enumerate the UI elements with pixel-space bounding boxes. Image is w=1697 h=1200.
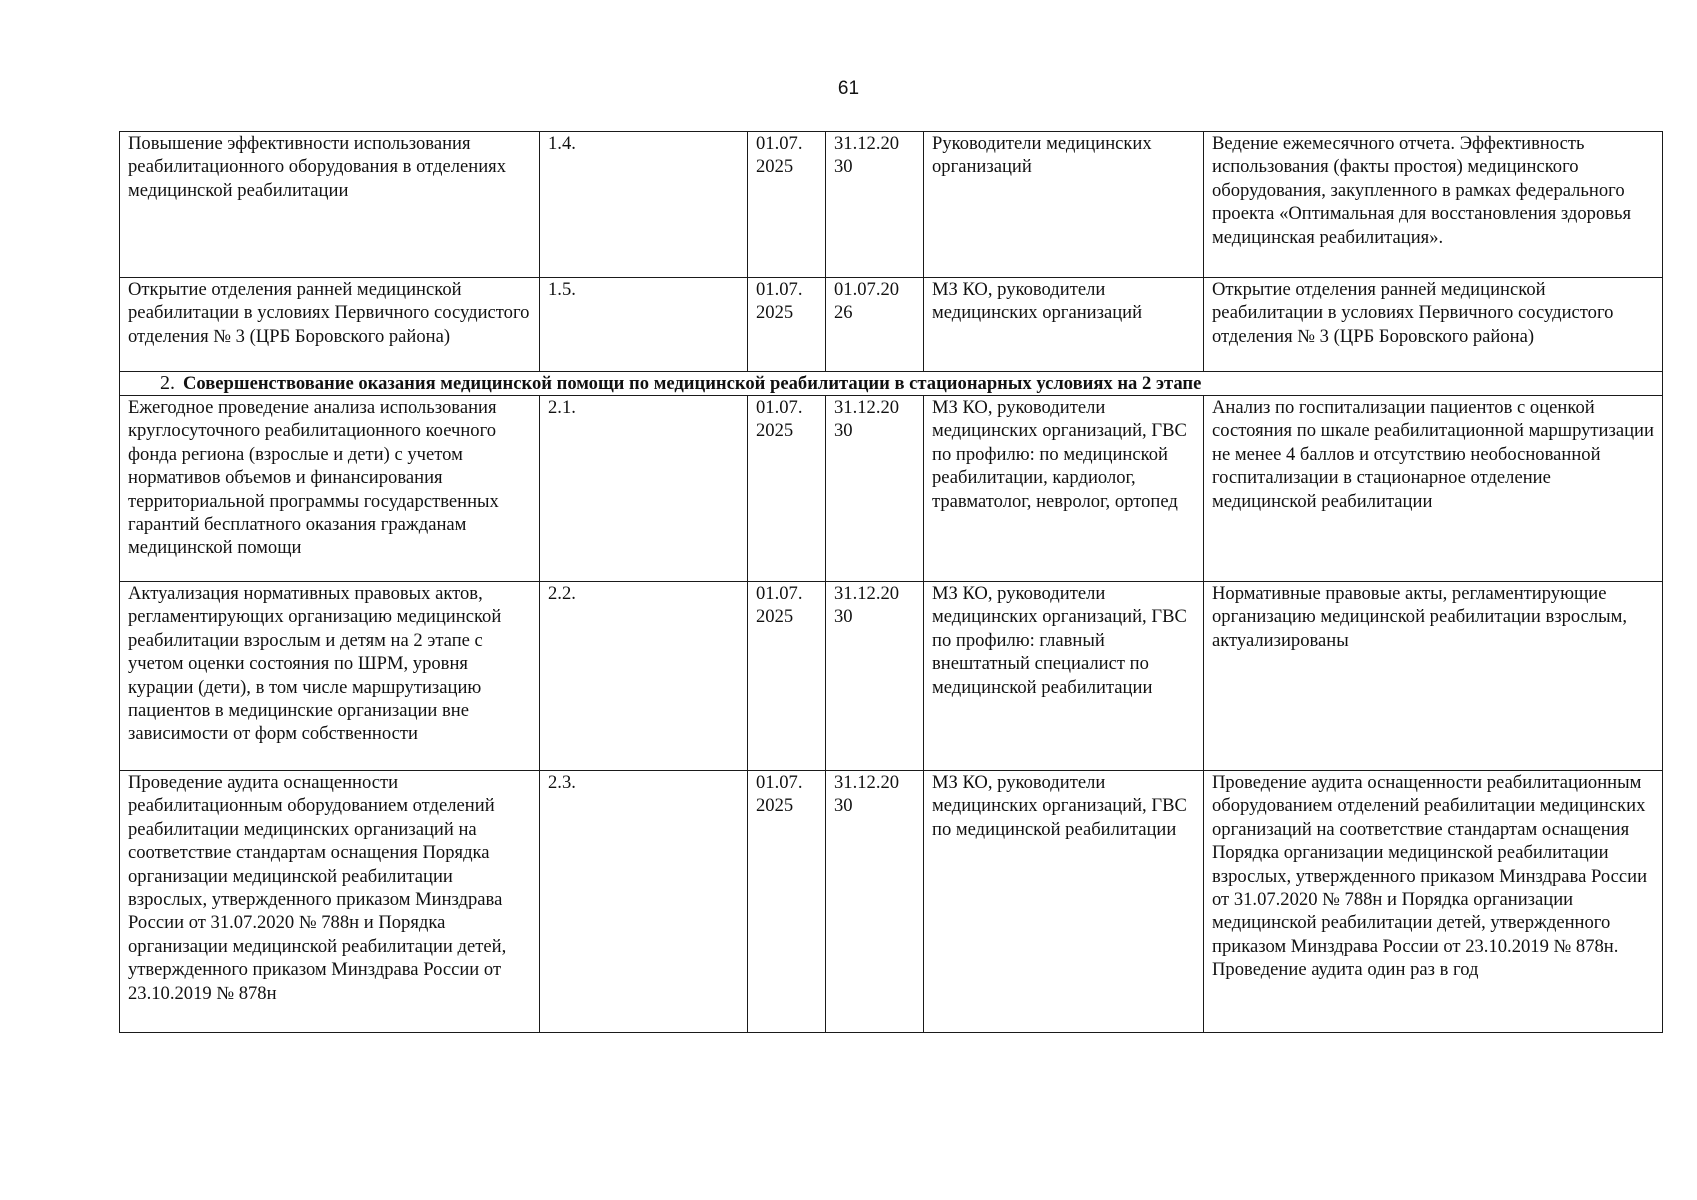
- measure-number-cell: 2.3.: [540, 771, 748, 1033]
- result-cell: Нормативные правовые акты, регламентирующие организацию медицинской реабилитации взрослым, актуализированы: [1204, 582, 1663, 771]
- table-row: [120, 396, 1663, 582]
- measure-name-cell: Актуализация нормативных правовых актов, регламентирующих организацию медицинской реабилитации взрослым и детям на 2 этапе с учетом оценки состояния по ШРМ, уровня курации (дети), в том числе маршрутизацию пациентов в медицинские организации вне зависимости от форм собственности: [120, 582, 540, 771]
- measure-name-cell: Проведение аудита оснащенности реабилитационным оборудованием отделений реабилитации медицинских организаций на соответствие стандартам оснащения Порядка организации медицинской реабилитации взрослых, утвержденного приказом Минздрава России от 31.07.2020 № 788н и Порядка организации медицинской реабилитации детей, утвержденного приказом Минздрава России от 23.10.2019 № 878н: [120, 771, 540, 1033]
- result-cell: Анализ по госпитализации пациентов с оценкой состояния по шкале реабилитационной маршрутизации не менее 4 баллов и отсутствию необоснованной госпитализации в стационарное отделение медицинской реабилитации: [1204, 396, 1663, 582]
- responsible-cell: МЗ КО, руководители медицинских организаций, ГВС по профилю: по медицинской реабилитации, кардиолог, травматолог, невролог, ортопед: [924, 396, 1204, 582]
- start-date-cell: 01.07. 2025: [748, 771, 826, 1033]
- measure-name-cell: Повышение эффективности использования реабилитационного оборудования в отделениях медицинской реабилитации: [120, 132, 540, 278]
- responsible-cell: МЗ КО, руководители медицинских организаций: [924, 278, 1204, 372]
- section-title: Совершенствование оказания медицинской помощи по медицинской реабилитации в стационарных условиях на 2 этапе: [183, 373, 1202, 394]
- section-number: 2.: [160, 372, 175, 394]
- responsible-cell: МЗ КО, руководители медицинских организаций, ГВС по медицинской реабилитации: [924, 771, 1204, 1033]
- result-note: Проведение аудита один раз в год: [1212, 959, 1479, 981]
- measure-number-cell: 2.1.: [540, 396, 748, 582]
- start-date-cell: 01.07. 2025: [748, 132, 826, 278]
- result-cell: Ведение ежемесячного отчета. Эффективность использования (факты простоя) медицинского оборудования, закупленного в рамках федерального проекта «Оптимальная для восстановления здоровья медицинская реабилитация».: [1204, 132, 1663, 278]
- responsible-cell: МЗ КО, руководители медицинских организаций, ГВС по профилю: главный внештатный специалист по медицинской реабилитации: [924, 582, 1204, 771]
- section-title-cell: [120, 372, 1663, 396]
- page-number: 61: [837, 78, 860, 99]
- start-date-cell: 01.07. 2025: [748, 396, 826, 582]
- measures-table: [119, 131, 1663, 1033]
- start-date-cell: 01.07. 2025: [748, 278, 826, 372]
- result-text: Проведение аудита оснащенности реабилитационным оборудованием отделений реабилитации медицинских организаций на соответствие стандартам оснащения Порядка организации медицинской реабилитации взрослых, утвержденного приказом Минздрава России от 31.07.2020 № 788н и Порядка организации медицинской реабилитации детей, утвержденного приказом Минздрава России от 23.10.2019 № 878н.: [1212, 772, 1648, 957]
- end-date-cell: 31.12.20 30: [826, 396, 924, 582]
- table-row: [120, 278, 1663, 372]
- responsible-cell: Руководители медицинских организаций: [924, 132, 1204, 278]
- table-row: [120, 582, 1663, 771]
- section-header-row: [120, 372, 1663, 396]
- measure-number-cell: 2.2.: [540, 582, 748, 771]
- result-cell: [1204, 771, 1663, 1033]
- table-row: [120, 132, 1663, 278]
- measure-name-cell: Ежегодное проведение анализа использования круглосуточного реабилитационного коечного фонда региона (взрослые и дети) с учетом нормативов объемов и финансирования территориальной программы государственных гарантий бесплатного оказания гражданам медицинской помощи: [120, 396, 540, 582]
- measure-number-cell: 1.4.: [540, 132, 748, 278]
- measure-number-cell: 1.5.: [540, 278, 748, 372]
- end-date-cell: 01.07.20 26: [826, 278, 924, 372]
- end-date-cell: 31.12.20 30: [826, 771, 924, 1033]
- start-date-cell: 01.07. 2025: [748, 582, 826, 771]
- table-row: [120, 771, 1663, 1033]
- end-date-cell: 31.12.20 30: [826, 132, 924, 278]
- result-cell: Открытие отделения ранней медицинской реабилитации в условиях Первичного сосудистого отделения № 3 (ЦРБ Боровского района): [1204, 278, 1663, 372]
- end-date-cell: 31.12.20 30: [826, 582, 924, 771]
- measure-name-cell: Открытие отделения ранней медицинской реабилитации в условиях Первичного сосудистого отделения № 3 (ЦРБ Боровского района): [120, 278, 540, 372]
